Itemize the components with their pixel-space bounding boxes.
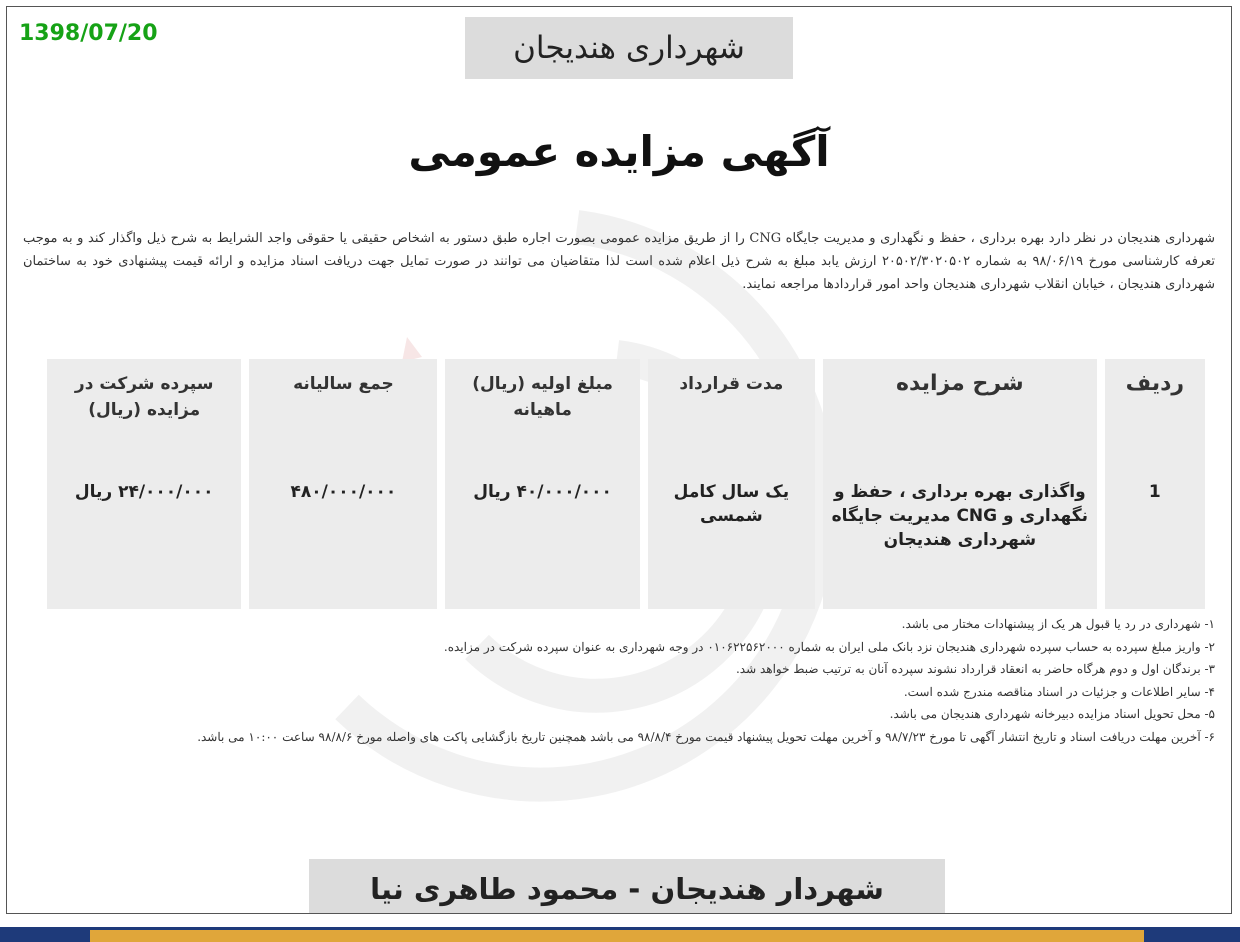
footer-bar-left bbox=[0, 930, 90, 942]
condition-item: ۵- محل تحویل اسناد مزایده دبیرخانه شهرداری هندیجان می باشد. bbox=[889, 707, 1215, 721]
col-header-monthly-price: مبلغ اولیه (ریال) ماهیانه bbox=[445, 359, 639, 452]
condition-item: ۳- برندگان اول و دوم هرگاه حاضر به انعقاد قرارداد نشوند سپرده آنان به ترتیب ضبط خواهد شد. bbox=[735, 662, 1215, 676]
condition-item: ۶- آخرین مهلت دریافت اسناد و تاریخ انتشار آگهی تا مورخ ۹۸/۷/۲۳ و آخرین مهلت تحویل پیشنهاد قیمت مورخ ۹۸/۸/۴ می باشد همچنین تاریخ بازگشایی پاکت های واصله مورخ ۹۸/۸/۶ ساعت ۱۰:۰۰ می باشد. bbox=[197, 729, 1215, 744]
footer-bar bbox=[0, 930, 1240, 942]
condition-item: ۲- واریز مبلغ سپرده به حساب سپرده شهرداری هندیجان نزد بانک ملی ایران به شماره ۰۱۰۶۲۲۵۶۲۰۰۰ در وجه شهرداری به عنوان سپرده شرکت در مزایده. bbox=[443, 639, 1215, 654]
cell-description: واگذاری بهره برداری ، حفظ و نگهداری و CNG مدیریت جایگاه شهرداری هندیجان bbox=[823, 452, 1097, 609]
intro-paragraph: شهرداری هندیجان در نظر دارد بهره برداری ، حفظ و نگهداری و مدیریت جایگاه CNG را از طریق مزایده عمومی بصورت اجاره طبق دستور به اشخاص حقیقی یا حقوقی واجد الشرایط به شرح ذیل واگذار کند و به موجب تعرفه کارشناسی مورخ ۹۸/۰۶/۱۹ به شماره ۲۰۵۰۲/۳۰۲۰۵۰۲ ارزش یابد مبلغ به شرح ذیل اعلام شده است لذا متقاضیان می توانند در صورت تمایل جهت دریافت اسناد مزایده و ارائه قیمت پیشنهادی خود به ساختمان شهرداری هندیجان ، خیابان انقلاب شهرداری هندیجان واحد امور قراردادها مراجعه نمایند. bbox=[23, 231, 1215, 292]
cell-monthly-price: ۴۰/۰۰۰/۰۰۰ ریال bbox=[445, 452, 639, 609]
footer-bar-right bbox=[1144, 930, 1240, 942]
auction-table bbox=[39, 359, 1213, 609]
cell-contract-duration: یک سال کامل شمسی bbox=[648, 452, 815, 609]
condition-item: ۴- سایر اطلاعات و جزئیات در اسناد مناقصه مندرج شده است. bbox=[903, 684, 1215, 699]
notice-date: 1398/07/20 bbox=[19, 21, 158, 46]
table-row bbox=[47, 452, 1205, 609]
col-header-contract-duration: مدت قرارداد bbox=[648, 359, 815, 452]
conditions-list bbox=[23, 613, 1215, 748]
municipality-header: شهرداری هندیجان bbox=[465, 17, 793, 79]
cell-annual-total: ۴۸۰/۰۰۰/۰۰۰ bbox=[249, 452, 437, 609]
notice-title: آگهی مزایده عمومی bbox=[408, 127, 830, 176]
condition-item: ۱- شهرداری در رد یا قبول هر یک از پیشنهادات مختار می باشد. bbox=[901, 617, 1215, 631]
cell-row-number: 1 bbox=[1105, 452, 1205, 609]
cell-deposit: ۲۴/۰۰۰/۰۰۰ ریال bbox=[47, 452, 241, 609]
mayor-signature: شهردار هندیجان - محمود طاهری نیا bbox=[309, 859, 945, 914]
notice-frame bbox=[6, 6, 1232, 914]
col-header-description: شرح مزایده bbox=[823, 359, 1097, 452]
table-header-row bbox=[47, 359, 1205, 452]
col-header-deposit: سپرده شرکت در مزایده (ریال) bbox=[47, 359, 241, 452]
col-header-row-number: ردیف bbox=[1105, 359, 1205, 452]
col-header-annual-total: جمع سالیانه bbox=[249, 359, 437, 452]
